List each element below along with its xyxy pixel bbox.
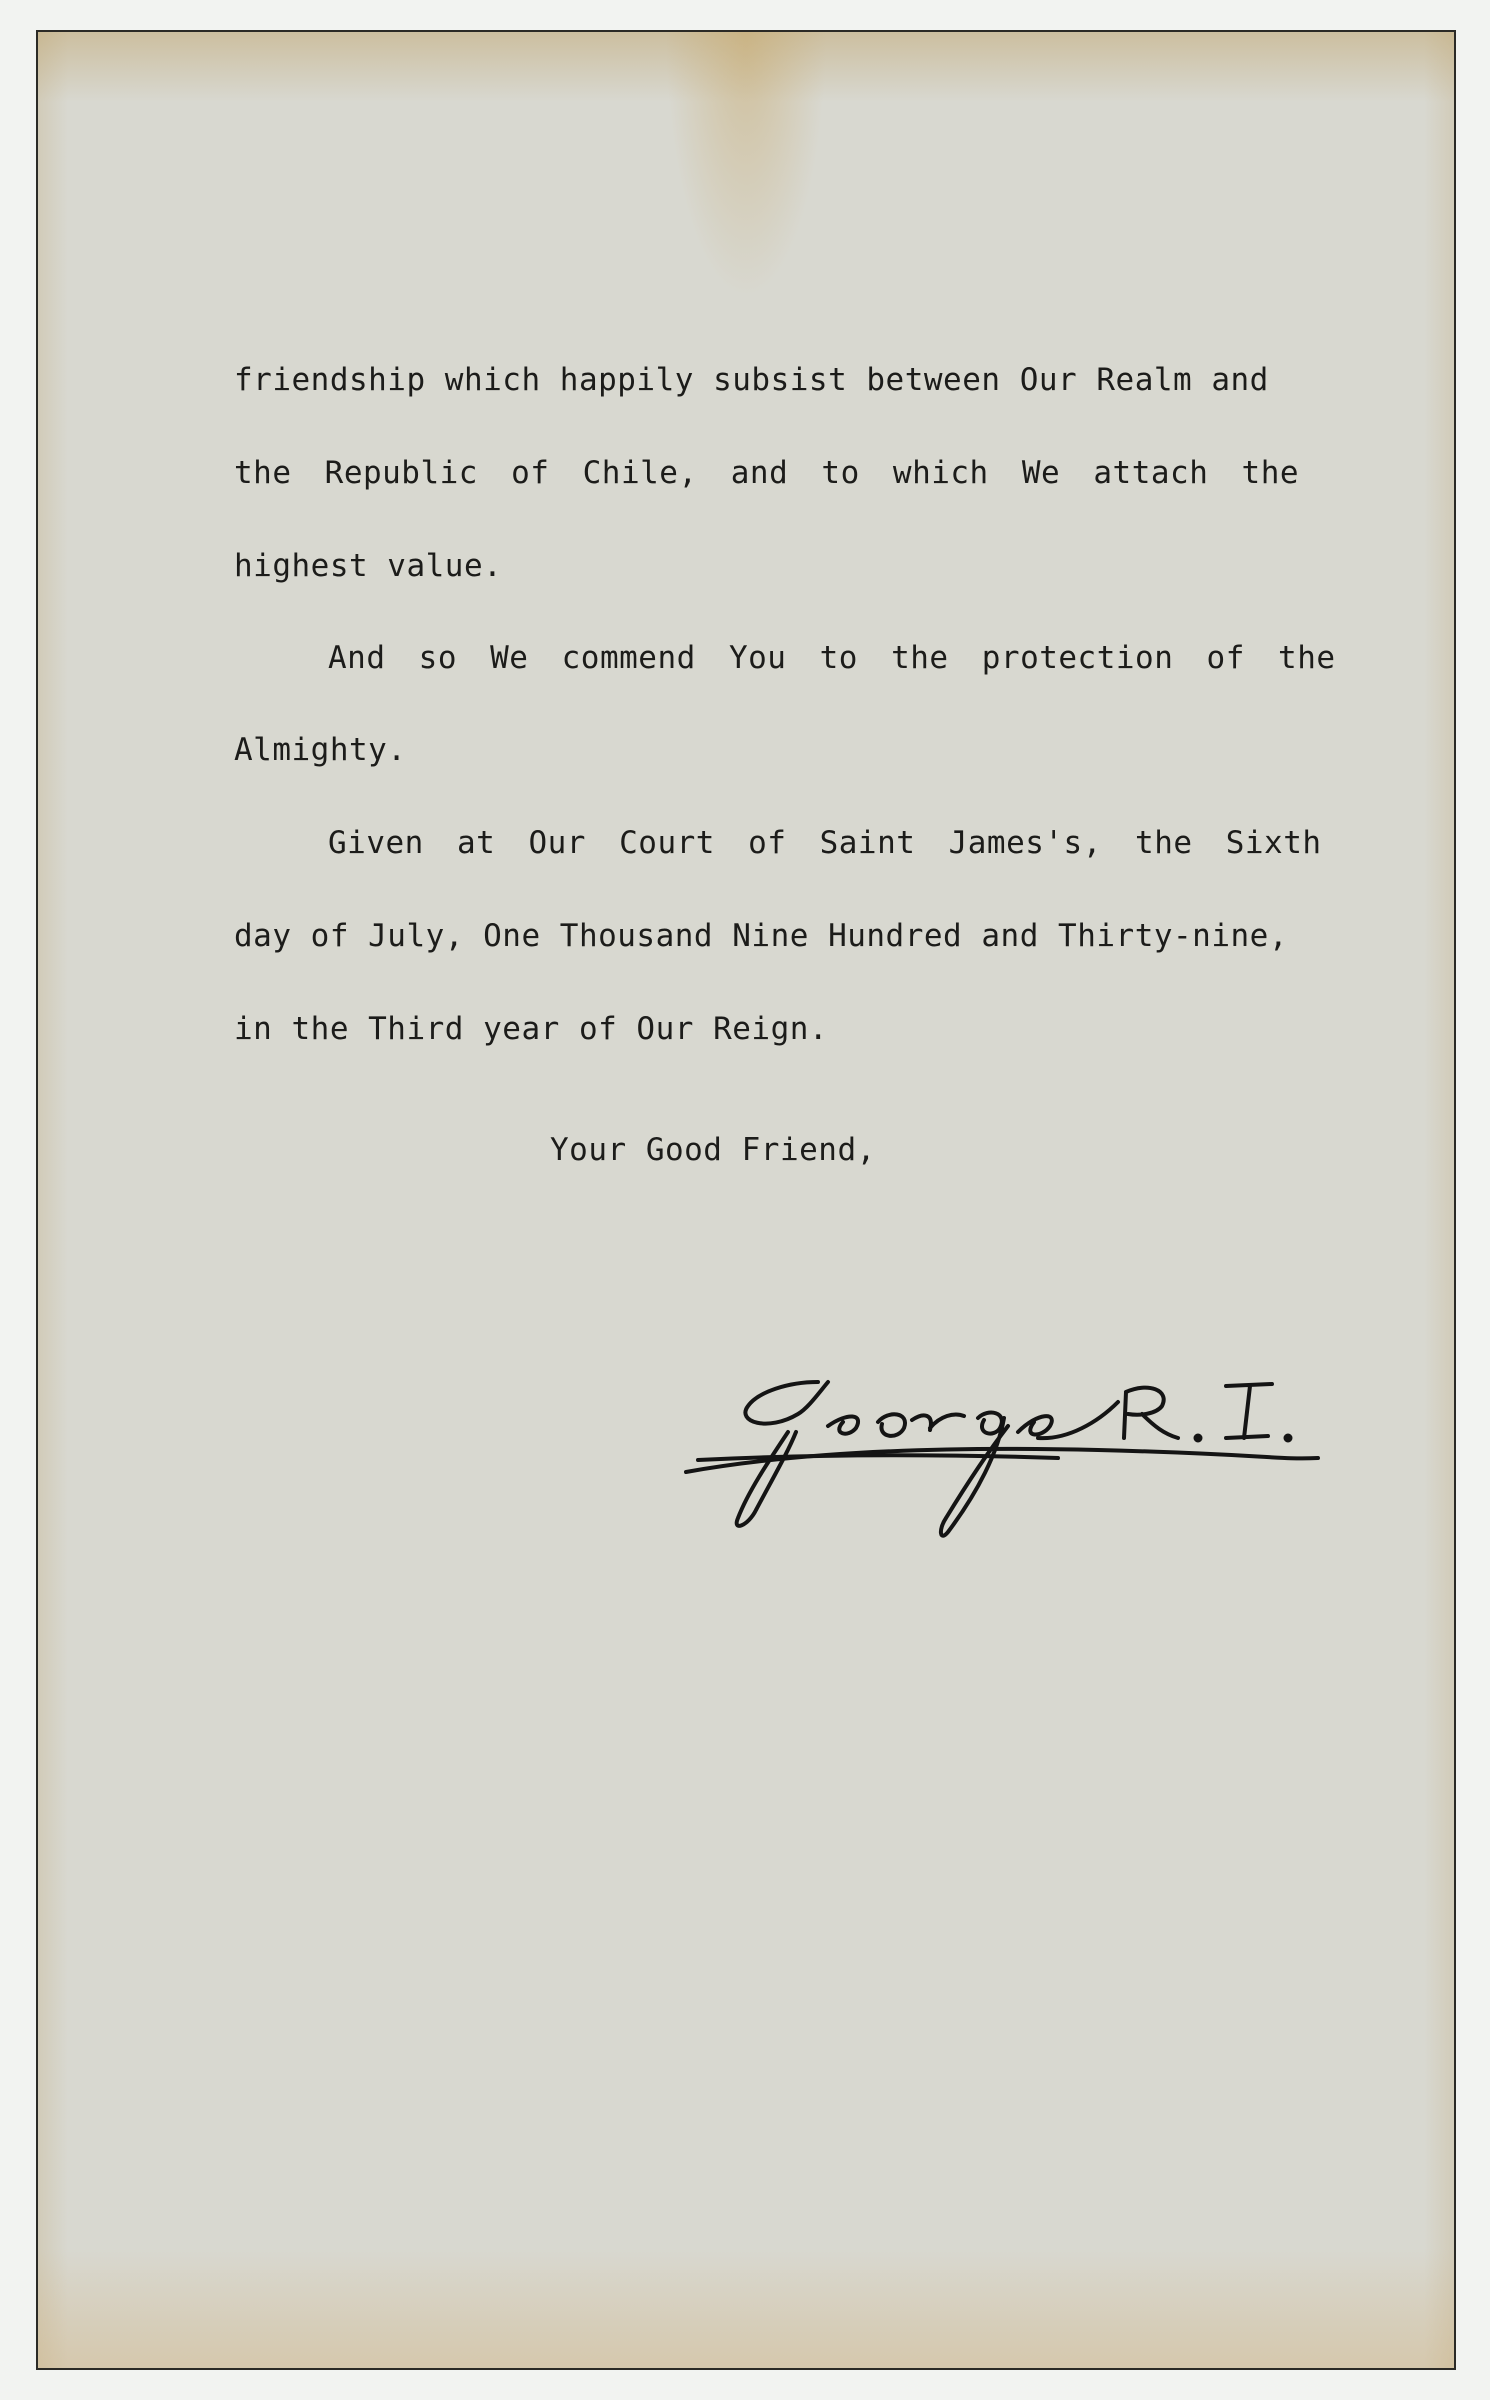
body-line: Given at Our Court of Saint James's, the Sixth	[328, 825, 1322, 861]
closing-line: Your Good Friend,	[550, 1132, 876, 1168]
body-line: Almighty.	[234, 732, 407, 768]
letter-sheet	[36, 30, 1456, 2370]
body-line: day of July, One Thousand Nine Hundred and Thirty-nine,	[234, 918, 1288, 954]
body-line: And so We commend You to the protection of the	[328, 640, 1336, 676]
signature	[678, 1342, 1328, 1542]
body-line: highest value.	[234, 548, 503, 584]
body-line: friendship which happily subsist between Our Realm and	[234, 362, 1269, 398]
body-line: in the Third year of Our Reign.	[234, 1011, 829, 1047]
body-line: the Republic of Chile, and to which We attach the	[234, 455, 1300, 491]
